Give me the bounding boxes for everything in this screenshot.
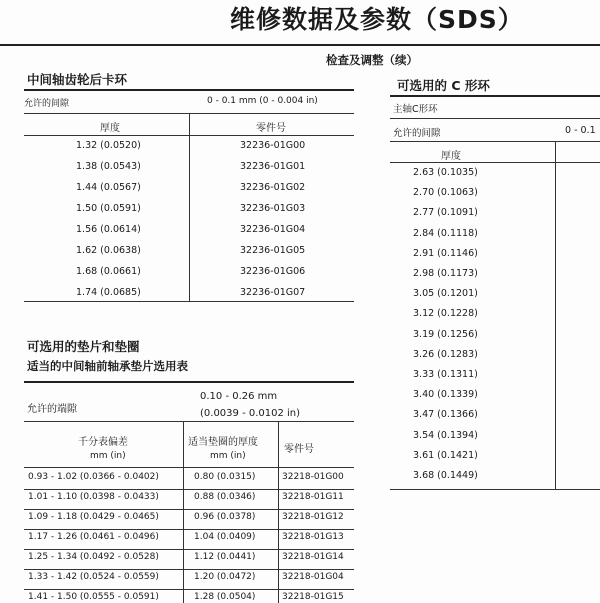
- shim-thickness-cell: 1.20 (0.0472): [194, 572, 256, 582]
- thickness-cell: 1.68 (0.0661): [76, 266, 141, 277]
- thickness-cell: 2.91 (0.1146): [413, 247, 478, 259]
- thickness-cell: 2.84 (0.1118): [413, 227, 478, 239]
- left-top-clearance-label: 允许的间隙: [24, 99, 70, 109]
- header-rule: [0, 44, 600, 46]
- part-number-cell: 32236-01G00: [240, 140, 306, 151]
- thickness-cell: 3.33 (0.1311): [413, 369, 478, 380]
- left-bottom-endplay-in: (0.0039 - 0.0102 in): [200, 408, 301, 419]
- shim-thickness-cell: 1.28 (0.0504): [194, 592, 256, 602]
- thickness-cell: 3.47 (0.1366): [413, 409, 478, 421]
- thickness-cell: 1.32 (0.0520): [76, 140, 141, 151]
- dial-deviation-cell: 1.09 - 1.18 (0.0429 - 0.0465): [28, 512, 159, 522]
- dial-deviation-cell: 1.17 - 1.26 (0.0461 - 0.0496): [28, 532, 159, 542]
- part-number-cell: 32236-01G04: [240, 224, 306, 235]
- dial-deviation-cell: 1.01 - 1.10 (0.0398 - 0.0433): [28, 492, 159, 502]
- thickness-cell: 3.26 (0.1283): [413, 348, 478, 360]
- thickness-cell: 2.98 (0.1173): [413, 268, 478, 279]
- right-header-rule: [390, 162, 600, 163]
- thickness-cell: 2.70 (0.1063): [413, 187, 478, 199]
- thickness-cell: 2.77 (0.1091): [413, 207, 478, 219]
- thickness-cell: 1.44 (0.0567): [76, 182, 141, 193]
- right-rule: [390, 95, 600, 97]
- shim-thickness-cell: 1.12 (0.0441): [194, 552, 256, 562]
- left-top-clearance-value: 0 - 0.1 mm (0 - 0.004 in): [207, 96, 318, 106]
- right-subtitle-rule: [390, 118, 600, 119]
- thickness-cell: 3.54 (0.1394): [413, 429, 478, 441]
- thickness-cell: 1.56 (0.0614): [76, 224, 141, 235]
- left-bottom-title: 可选用的垫片和垫圈: [27, 339, 140, 354]
- left-bottom-divider-2: [278, 421, 279, 603]
- left-top-col-thickness: 厚度: [100, 123, 120, 134]
- part-number-cell: 32236-01G06: [240, 266, 306, 277]
- left-bottom-col-part: 零件号: [284, 444, 314, 455]
- left-top-rule: [24, 89, 354, 91]
- dial-deviation-cell: 1.33 - 1.42 (0.0524 - 0.0559): [28, 572, 159, 582]
- left-bottom-col-shim-unit: mm (in): [210, 451, 246, 461]
- part-number-cell: 32218-01G15: [282, 592, 344, 602]
- right-bottom-rule: [390, 489, 600, 490]
- row-rule: [24, 589, 354, 590]
- thickness-cell: 3.40 (0.1339): [413, 389, 478, 401]
- row-rule: [24, 509, 354, 510]
- part-number-cell: 32218-01G12: [282, 512, 344, 522]
- dial-deviation-cell: 1.25 - 1.34 (0.0492 - 0.0528): [28, 552, 159, 562]
- thickness-cell: 3.19 (0.1256): [413, 328, 478, 340]
- right-column-divider: [555, 141, 556, 489]
- left-top-col-part: 零件号: [256, 123, 286, 134]
- part-number-cell: 32236-01G02: [240, 182, 306, 193]
- right-subtitle: 主轴C形环: [393, 104, 438, 115]
- thickness-cell: 2.63 (0.1035): [413, 167, 478, 178]
- dial-deviation-cell: 1.41 - 1.50 (0.0555 - 0.0591): [28, 592, 159, 602]
- thickness-cell: 1.74 (0.0685): [76, 287, 141, 298]
- left-bottom-col-dial-unit: mm (in): [90, 451, 126, 461]
- thickness-cell: 3.12 (0.1228): [413, 308, 478, 320]
- row-rule: [24, 569, 354, 570]
- thickness-cell: 3.68 (0.1449): [413, 470, 478, 481]
- part-number-cell: 32218-01G13: [282, 532, 344, 542]
- row-rule: [24, 529, 354, 530]
- right-clearance-rule: [390, 141, 600, 142]
- shim-thickness-cell: 0.88 (0.0346): [194, 492, 256, 502]
- left-top-bottom-rule: [24, 301, 354, 302]
- row-rule: [24, 549, 354, 550]
- thickness-cell: 3.05 (0.1201): [413, 288, 478, 300]
- left-bottom-endplay-mm: 0.10 - 0.26 mm: [200, 391, 278, 402]
- right-title: 可选用的 C 形环: [397, 78, 490, 93]
- thickness-cell: 1.38 (0.0543): [76, 161, 141, 172]
- left-bottom-divider-1: [183, 421, 184, 603]
- left-bottom-col-dial: 千分表偏差: [78, 437, 128, 448]
- thickness-cell: 1.62 (0.0638): [76, 245, 141, 256]
- part-number-cell: 32218-01G04: [282, 572, 344, 582]
- part-number-cell: 32236-01G05: [240, 245, 306, 256]
- right-clearance-value: 0 - 0.1: [565, 125, 596, 136]
- thickness-cell: 1.50 (0.0591): [76, 203, 141, 214]
- part-number-cell: 32218-01G00: [282, 472, 344, 482]
- dial-deviation-cell: 0.93 - 1.02 (0.0366 - 0.0402): [28, 472, 159, 482]
- left-top-title: 中间轴齿轮后卡环: [27, 72, 128, 87]
- left-bottom-endplay-label: 允许的端隙: [27, 404, 77, 415]
- page-title: 维修数据及参数（SDS）: [230, 5, 524, 34]
- left-bottom-endplay-rule: [24, 421, 354, 422]
- part-number-cell: 32236-01G03: [240, 203, 306, 214]
- thickness-cell: 3.61 (0.1421): [413, 449, 478, 461]
- shim-thickness-cell: 1.04 (0.0409): [194, 532, 256, 542]
- left-bottom-rule: [24, 381, 354, 383]
- part-number-cell: 32236-01G07: [240, 287, 306, 298]
- shim-thickness-cell: 0.96 (0.0378): [194, 512, 256, 522]
- section-title: 检查及调整（续）: [326, 53, 418, 67]
- part-number-cell: 32218-01G11: [282, 492, 344, 502]
- shim-thickness-cell: 0.80 (0.0315): [194, 472, 256, 482]
- left-top-column-divider: [189, 113, 190, 302]
- left-bottom-subtitle: 适当的中间轴前轴承垫片选用表: [27, 359, 188, 373]
- part-number-cell: 32236-01G01: [240, 161, 306, 172]
- row-rule: [24, 489, 354, 490]
- left-bottom-header-rule: [24, 467, 354, 468]
- right-clearance-label: 允许的间隙: [393, 128, 441, 139]
- left-bottom-col-shim: 适当垫圈的厚度: [188, 437, 258, 448]
- right-col-thickness: 厚度: [441, 151, 461, 162]
- part-number-cell: 32218-01G14: [282, 552, 344, 562]
